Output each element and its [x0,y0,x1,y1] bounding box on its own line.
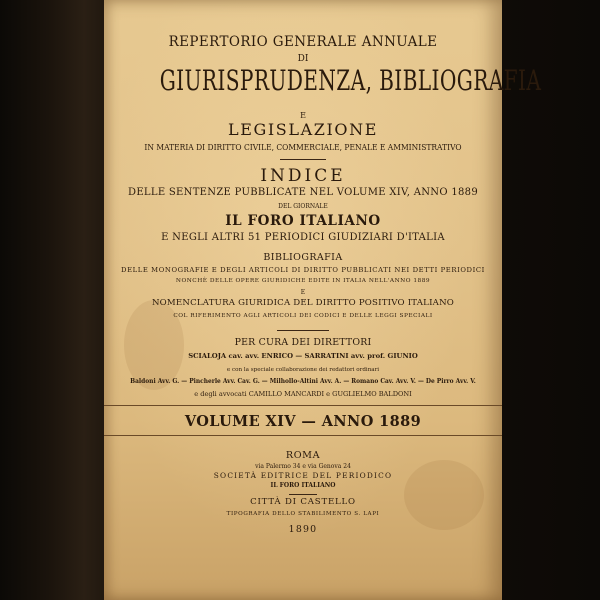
printer-city: CITTÀ DI CASTELLO [250,497,356,507]
periodicals-line: E NEGLI ALTRI 51 PERIODICI GIUDIZIARI D'ITALIA [161,232,445,243]
conjunction-e: E [300,111,306,120]
legislazione-heading: LEGISLAZIONE [228,120,378,139]
publisher-journal: IL FORO ITALIANO [270,482,336,489]
del-giornale: DEL GIORNALE [278,203,328,210]
divider-rule [280,159,326,160]
publisher-address: via Palermo 34 e via Genova 24 [255,463,351,470]
collaboration-note: e con la speciale collaborazione dei redattori ordinari [226,367,380,373]
nomenclatura-heading: NOMENCLATURA GIURIDICA DEL DIRITTO POSITIVO ITALIANO [151,298,455,308]
series-title: REPERTORIO GENERALE ANNUALE [168,34,438,50]
directors-heading: PER CURA DEI DIRETTORI [234,337,372,348]
printer-name: TIPOGRAFIA DELLO STABILIMENTO S. LAPI [226,511,380,517]
main-title: GIURISPRUDENZA, BIBLIOGRAFIA [159,64,542,97]
publisher-society: SOCIETÀ EDITRICE DEL PERIODICO [213,471,393,480]
lawyers-names: e degli avvocati CAMILLO MANCARDI e GUGLIELMO BALDONI [194,390,412,398]
book-title-page [104,0,542,600]
editors-names: Baldoni Avv. G. — Pincherle Avv. Cav. G. — Milhollo-Altini Avv. A. — Romano Cav. Avv. V. — De Pirro Avv. V. [130,378,476,385]
subject-subtitle: IN MATERIA DI DIRITTO CIVILE, COMMERCIALE, PENALE E AMMINISTRATIVO [144,142,462,152]
journal-name: IL FORO ITALIANO [225,213,381,229]
bibliografia-heading: BIBLIOGRAFIA [263,252,343,263]
indice-heading: INDICE [260,166,346,186]
divider-rule [104,435,502,436]
divider-rule [289,494,317,495]
directors-names: SCIALOJA cav. avv. ENRICO — SARRATINI avv. prof. GIUNIO [188,352,418,360]
bibliografia-description: DELLE MONOGRAFIE E DEGLI ARTICOLI DI DIRITTO PUBBLICATI NEI DETTI PERIODICI [121,266,485,274]
divider-rule [277,330,329,331]
volume-year: VOLUME XIV — ANNO 1889 [184,413,422,430]
indice-description: DELLE SENTENZE PUBBLICATE NEL VOLUME XIV, ANNO 1889 [128,187,478,198]
bibliografia-note: NONCHÈ DELLE OPERE GIURIDICHE EDITE IN ITALIA NELL'ANNO 1889 [175,278,431,284]
conjunction-e-2: E [300,289,306,296]
publication-year: 1890 [288,524,318,535]
publisher-city: ROMA [285,450,321,461]
conjunction-di: DI [297,54,309,64]
nomenclatura-note: COL RIFERIMENTO AGLI ARTICOLI DEI CODICI E DELLE LEGGI SPECIALI [173,313,433,319]
divider-rule [104,405,502,406]
